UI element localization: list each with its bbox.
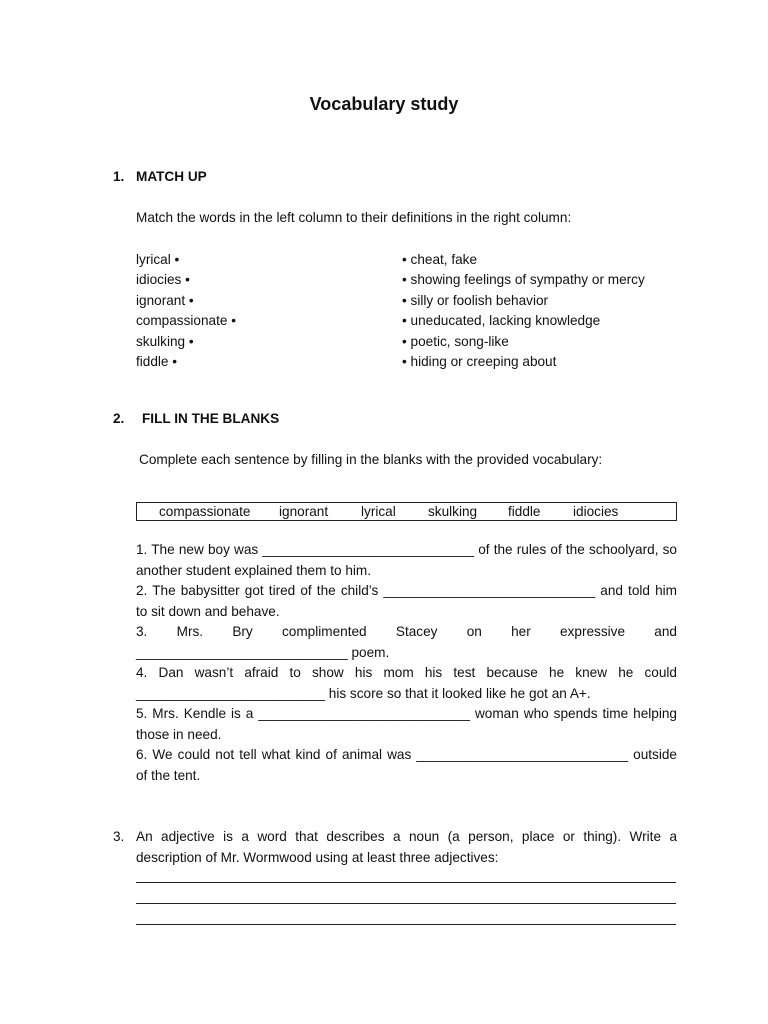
section-2-heading: FILL IN THE BLANKS <box>142 411 280 426</box>
match-definition: • hiding or creeping about <box>402 353 557 369</box>
sentence-line: of the tent. <box>136 767 201 783</box>
word-bank-item: idiocies <box>573 504 619 519</box>
section-3-prompt <box>136 827 677 868</box>
match-definitions-column <box>402 250 645 372</box>
sentence-line: another student explained them to him. <box>136 562 372 578</box>
match-word: fiddle • <box>136 353 178 369</box>
sentence-line: 4. Dan wasn’t afraid to show his mom his test because he knew he could <box>136 665 677 680</box>
answer-line <box>136 903 676 904</box>
prompt-line: An adjective is a word that describes a noun (a person, place or thing). Write a <box>136 829 677 844</box>
prompt-line: description of Mr. Wormwood using at least three adjectives: <box>136 849 499 865</box>
word-bank-item: skulking <box>428 504 478 519</box>
section-2-instruction: Complete each sentence by filling in the blanks with the provided vocabulary: <box>139 452 603 467</box>
word-bank-item: lyrical <box>361 504 396 519</box>
sentence-line: those in need. <box>136 726 222 742</box>
sentence-line: to sit down and behave. <box>136 603 280 619</box>
fill-in-sentences <box>136 540 677 786</box>
sentence-line: 2. The babysitter got tired of the child’s ____________________________ and told him <box>136 583 677 598</box>
section-1-number: 1. <box>113 169 125 184</box>
match-words-column <box>136 250 236 372</box>
match-definition: • poetic, song-like <box>402 333 509 349</box>
answer-line <box>136 924 676 925</box>
word-bank-box <box>136 502 677 521</box>
match-word: lyrical • <box>136 252 180 267</box>
section-1-heading: MATCH UP <box>136 169 207 184</box>
word-bank-item: compassionate <box>159 504 251 519</box>
match-definition: • silly or foolish behavior <box>402 292 549 308</box>
match-definition: • cheat, fake <box>402 252 478 267</box>
match-definition: • showing feelings of sympathy or mercy <box>402 272 645 288</box>
match-word: ignorant • <box>136 292 194 308</box>
section-2-number: 2. <box>113 411 125 426</box>
sentence-line: 5. Mrs. Kendle is a ____________________________ woman who spends time helping <box>136 706 677 721</box>
sentence-line: 3. Mrs. Bry complimented Stacey on her expressive and <box>136 624 677 639</box>
match-word: compassionate • <box>136 313 236 329</box>
sentence-line: ____________________________ poem. <box>136 644 390 660</box>
answer-line <box>136 882 676 883</box>
section-3-number: 3. <box>113 829 125 844</box>
match-definition: • uneducated, lacking knowledge <box>402 313 601 329</box>
match-word: idiocies • <box>136 272 190 288</box>
word-bank-item: ignorant <box>279 504 329 519</box>
sentence-line: _________________________ his score so that it looked like he got an A+. <box>136 685 591 701</box>
sentence-line: 6. We could not tell what kind of animal was ____________________________ outside <box>136 747 677 762</box>
page-title: Vocabulary study <box>309 94 459 114</box>
match-word: skulking • <box>136 333 194 349</box>
sentence-line: 1. The new boy was ____________________________ of the rules of the schoolyard, so <box>136 542 677 557</box>
section-1-instruction: Match the words in the left column to their definitions in the right column: <box>136 210 572 225</box>
word-bank-item: fiddle <box>508 504 541 519</box>
